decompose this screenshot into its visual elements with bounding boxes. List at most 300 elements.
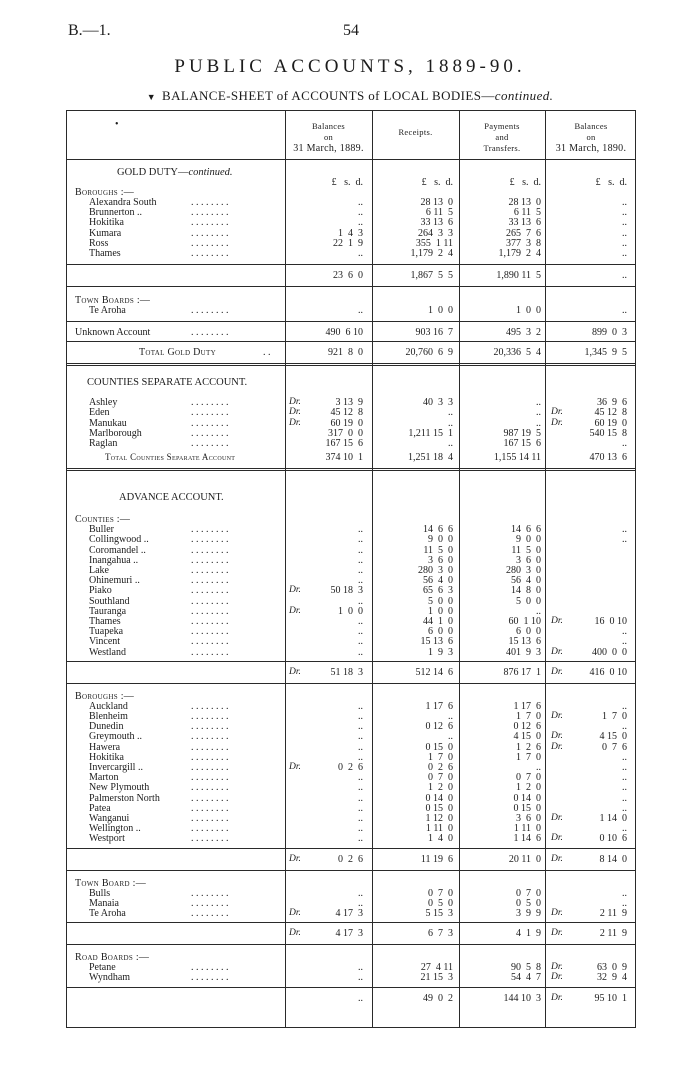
currency-units-header: £ s. d. bbox=[509, 177, 541, 188]
gold-borough-row-name: Hokitika bbox=[89, 217, 124, 229]
advance-town-row-name: Bulls bbox=[89, 887, 111, 899]
unknown-account-row-payments: 495 3 2 bbox=[506, 327, 541, 339]
gold-borough-row-receipts: 28 13 0 bbox=[420, 197, 453, 208]
advance-county-row-receipts: 15 13 6 bbox=[420, 636, 453, 648]
advance-road-row-payments: 54 4 7 bbox=[511, 972, 541, 984]
advance-borough-row-payments: 0 12 6 bbox=[513, 721, 541, 733]
advance-town-row-balance-1890: .. bbox=[622, 887, 627, 899]
advance-road-total-receipts: 49 0 2 bbox=[423, 992, 453, 1004]
arrow-icon: ▼ bbox=[146, 92, 156, 102]
advance-borough-row-balance-1890: .. bbox=[622, 700, 627, 712]
county-separate-row-payments: 167 15 6 bbox=[503, 438, 541, 449]
advance-county-row-name: Inangahua .. bbox=[89, 554, 139, 566]
advance-county-row-receipts: 6 0 0 bbox=[428, 626, 453, 638]
advance-borough-row-receipts: 0 14 0 bbox=[425, 792, 453, 804]
advance-county-row-receipts: 5 0 0 bbox=[428, 595, 453, 607]
county-separate-row-receipts: .. bbox=[448, 417, 453, 429]
gold-borough-row-balance-1889: .. bbox=[358, 207, 363, 219]
advance-county-row-balance-1889: .. bbox=[358, 616, 363, 627]
advance-county-row-payments: 11 5 0 bbox=[511, 544, 541, 556]
gold-borough-row-balance-1889: 22 1 9 bbox=[333, 237, 363, 249]
county-separate-row-debit-1889: Dr. bbox=[289, 417, 301, 428]
advance-borough-row-balance-1889: .. bbox=[358, 833, 363, 845]
balance-sheet-table bbox=[66, 110, 636, 1028]
dot-leader: . . . . . . . . bbox=[191, 237, 229, 249]
dot-leader: . . . . . . . . bbox=[191, 217, 229, 229]
county-separate-row-receipts: 40 3 3 bbox=[423, 397, 453, 409]
advance-borough-row-name: Marton bbox=[89, 772, 119, 784]
advance-county-row-name: Tuapeka bbox=[89, 626, 124, 638]
advance-borough-row-balance-1889: .. bbox=[358, 751, 363, 763]
group-heading-boroughs: Boroughs :— bbox=[75, 187, 135, 198]
advance-county-row-payments: 56 4 0 bbox=[511, 575, 541, 587]
advance-county-row-name: Lake bbox=[89, 565, 109, 576]
total-gold-duty-payments: 20,336 5 4 bbox=[493, 347, 541, 359]
advance-county-row-balance-1889: .. bbox=[358, 646, 363, 658]
advance-county-row-balance-1890: .. bbox=[622, 626, 627, 638]
dot-leader: . . . . . . . . bbox=[191, 762, 229, 773]
advance-town-row-debit-1889: Dr. bbox=[289, 908, 301, 918]
advance-borough-row-payments: 1 7 0 bbox=[516, 751, 541, 763]
dot-leader: . . . . . . . . bbox=[191, 802, 229, 814]
advance-county-row-name: Ohinemuri .. bbox=[89, 575, 140, 587]
total-gold-duty-receipts: 20,760 6 9 bbox=[405, 347, 453, 359]
advance-borough-row-balance-1890: .. bbox=[622, 762, 627, 773]
dot-leader: . . . . . . . . bbox=[191, 575, 229, 587]
advance-borough-row-balance-1890: 0 7 6 bbox=[602, 741, 627, 753]
dot-leader: . . . . . . . . bbox=[191, 407, 229, 419]
advance-county-row-receipts: 280 3 0 bbox=[418, 565, 453, 576]
advance-town-total-debit-1889: Dr. bbox=[289, 928, 301, 939]
gold-borough-row-balance-1889: .. bbox=[358, 248, 363, 259]
advance-borough-row-payments: 1 2 6 bbox=[516, 741, 541, 753]
advance-borough-row-balance-1890: .. bbox=[622, 772, 627, 784]
advance-county-row-name: Buller bbox=[89, 524, 114, 536]
gold-borough-row-payments: 33 13 6 bbox=[508, 217, 541, 229]
county-separate-row-name: Marlborough bbox=[89, 427, 142, 439]
gold-borough-row-balance-1890: .. bbox=[622, 197, 627, 208]
advance-county-row-balance-1889: .. bbox=[358, 565, 363, 576]
advance-county-row-receipts: 44 1 0 bbox=[423, 616, 453, 627]
column-divider bbox=[459, 111, 460, 1027]
advance-county-row-payments: 3 6 0 bbox=[516, 554, 541, 566]
county-separate-row-balance-1890: 540 15 8 bbox=[589, 427, 627, 439]
advance-borough-row-receipts: 0 7 0 bbox=[428, 772, 453, 784]
dot-leader: . . . . . . . . bbox=[191, 524, 229, 536]
advance-borough-row-receipts: 0 12 6 bbox=[425, 721, 453, 733]
gold-borough-row-payments: 377 3 8 bbox=[506, 237, 541, 249]
county-separate-row-balance-1889: 45 12 8 bbox=[330, 407, 363, 419]
page-subtitle bbox=[0, 88, 700, 104]
advance-borough-row-name: Palmerston North bbox=[89, 792, 160, 804]
advance-county-row-debit-1889: Dr. bbox=[289, 605, 301, 616]
advance-road-row-balance-1889: .. bbox=[358, 972, 363, 984]
advance-borough-row-receipts: 1 7 0 bbox=[428, 751, 453, 763]
dot-leader: . . . . . . . . bbox=[191, 646, 229, 658]
advance-borough-row-name: Hawera bbox=[89, 741, 121, 753]
advance-county-row-balance-1889: .. bbox=[358, 554, 363, 566]
advance-boroughs-total-debit-1889: Dr. bbox=[289, 853, 301, 864]
dot-leader: . . . . . . . . bbox=[191, 227, 229, 239]
advance-town-row-balance-1890: 2 11 9 bbox=[599, 908, 627, 919]
subtotal-rule bbox=[67, 987, 635, 988]
advance-town-total-receipts: 6 7 3 bbox=[428, 928, 453, 940]
advance-borough-row-balance-1890: .. bbox=[622, 823, 627, 835]
gold-borough-row-name: Alexandra South bbox=[89, 197, 157, 208]
advance-county-row-name: Coromandel .. bbox=[89, 544, 146, 556]
county-separate-row-receipts: 1,211 15 1 bbox=[408, 427, 453, 439]
advance-borough-row-receipts: 1 11 0 bbox=[425, 823, 453, 835]
advance-borough-row-payments: 0 7 0 bbox=[516, 772, 541, 784]
advance-road-total-payments: 144 10 3 bbox=[503, 992, 541, 1004]
dot-leader: . . . . . . . . bbox=[191, 972, 229, 984]
gold-town-row-name: Te Aroha bbox=[89, 305, 126, 317]
advance-town-row-receipts: 0 7 0 bbox=[428, 887, 453, 899]
advance-county-row-payments: 6 0 0 bbox=[516, 626, 541, 638]
advance-town-row-payments: 0 5 0 bbox=[516, 897, 541, 909]
unknown-account-row-receipts: 903 16 7 bbox=[415, 327, 453, 339]
advance-counties-total-payments: 876 17 1 bbox=[503, 666, 541, 678]
advance-county-row-name: Vincent bbox=[89, 636, 121, 648]
county-separate-row-receipts: .. bbox=[448, 407, 453, 419]
section-rule bbox=[67, 944, 635, 945]
gold-borough-row-receipts: 33 13 6 bbox=[420, 217, 453, 229]
advance-road-row-receipts: 27 4 11 bbox=[420, 962, 453, 974]
advance-borough-row-name: Westport bbox=[89, 833, 125, 845]
advance-road-total-debit-1890: Dr. bbox=[551, 992, 563, 1003]
dot-leader: . . . . . . . . bbox=[191, 813, 229, 824]
county-separate-row-payments: .. bbox=[536, 417, 541, 429]
advance-borough-row-balance-1890: .. bbox=[622, 792, 627, 804]
advance-borough-row-name: Dunedin bbox=[89, 721, 124, 733]
county-separate-row-balance-1890: 36 9 6 bbox=[597, 397, 627, 409]
advance-borough-row-payments: 0 15 0 bbox=[513, 802, 541, 814]
advance-county-row-payments: 9 0 0 bbox=[516, 534, 541, 546]
gold-town-row-payments: 1 0 0 bbox=[516, 305, 541, 317]
advance-county-row-receipts: 14 6 6 bbox=[423, 524, 453, 536]
group-heading-town-board: Town Board :— bbox=[75, 877, 147, 889]
advance-county-row-receipts: 1 0 0 bbox=[428, 605, 453, 617]
subtitle-main: BALANCE-SHEET of ACCOUNTS of LOCAL BODIES— bbox=[162, 88, 495, 103]
dot-leader: . . . . . . . . bbox=[191, 887, 229, 899]
advance-borough-row-payments: 1 14 6 bbox=[513, 833, 541, 845]
county-separate-row-payments: .. bbox=[536, 397, 541, 409]
dot-leader: . . . . . . . . bbox=[191, 417, 229, 429]
advance-road-row-balance-1889: .. bbox=[358, 962, 363, 974]
section-rule bbox=[67, 870, 635, 871]
column-header-payments: Payments and Transfers. bbox=[483, 121, 521, 153]
advance-counties-total-debit-1889: Dr. bbox=[289, 666, 301, 677]
dot-leader: . . . . . . . . bbox=[191, 595, 229, 607]
advance-borough-row-balance-1890: 1 7 0 bbox=[602, 711, 627, 722]
section-rule-double bbox=[67, 363, 635, 364]
gold-town-row-balance-1890: .. bbox=[622, 305, 627, 317]
dot-leader: . . . . . . . . bbox=[191, 197, 229, 208]
dot-leader: . . . . . . . . bbox=[191, 833, 229, 845]
gold-borough-row-payments: 6 11 5 bbox=[513, 207, 541, 219]
advance-borough-row-balance-1889: .. bbox=[358, 711, 363, 722]
advance-counties-total-balance-1889: 51 18 3 bbox=[330, 666, 363, 678]
county-separate-row-name: Manukau bbox=[89, 417, 127, 429]
gold-borough-row-balance-1889: .. bbox=[358, 217, 363, 229]
advance-borough-row-balance-1889: .. bbox=[358, 772, 363, 784]
dot-leader: . . . . . . . . bbox=[191, 711, 229, 722]
advance-road-row-debit-1890: Dr. bbox=[551, 972, 563, 983]
dot-leader: . . . . . . . . bbox=[191, 823, 229, 835]
subtitle-continued: continued. bbox=[494, 88, 554, 103]
total-counties-separate-payments: 1,155 14 11 bbox=[493, 452, 541, 464]
gold-borough-row-payments: 28 13 0 bbox=[508, 197, 541, 208]
page-number: 54 bbox=[343, 22, 359, 39]
currency-units-header: £ s. d. bbox=[595, 177, 627, 188]
column-divider bbox=[285, 111, 286, 1027]
advance-county-row-name: Collingwood .. bbox=[89, 534, 149, 546]
advance-borough-row-name: Invercargill .. bbox=[89, 762, 143, 773]
advance-borough-row-balance-1889: .. bbox=[358, 782, 363, 794]
currency-units-header: £ s. d. bbox=[331, 177, 363, 188]
county-separate-row-balance-1889: 317 0 0 bbox=[328, 427, 363, 439]
county-separate-row-balance-1890: .. bbox=[622, 438, 627, 449]
advance-county-row-payments: 14 8 0 bbox=[511, 585, 541, 597]
column-divider bbox=[372, 111, 373, 1027]
advance-county-row-balance-1889: 1 0 0 bbox=[338, 605, 363, 617]
advance-borough-row-balance-1889: .. bbox=[358, 741, 363, 753]
gold-borough-row-name: Thames bbox=[89, 248, 121, 259]
county-separate-row-debit-1889: Dr. bbox=[289, 407, 301, 418]
advance-borough-row-payments: 1 7 0 bbox=[516, 711, 541, 722]
advance-borough-row-balance-1889: .. bbox=[358, 792, 363, 804]
advance-town-row-receipts: 0 5 0 bbox=[428, 897, 453, 909]
advance-borough-row-balance-1890: .. bbox=[622, 751, 627, 763]
advance-borough-row-name: Wellington .. bbox=[89, 823, 141, 835]
advance-road-row-debit-1890: Dr. bbox=[551, 962, 563, 973]
advance-town-row-balance-1889: 4 17 3 bbox=[335, 908, 363, 919]
advance-borough-row-payments: 4 15 0 bbox=[513, 731, 541, 743]
gold-borough-row-balance-1889: .. bbox=[358, 197, 363, 208]
advance-county-row-receipts: 3 6 0 bbox=[428, 554, 453, 566]
county-separate-row-name: Eden bbox=[89, 407, 110, 419]
dot-leader: . . . . . . . . bbox=[191, 751, 229, 763]
advance-counties-total-balance-1890: 416 0 10 bbox=[589, 666, 627, 678]
advance-borough-row-balance-1890: 4 15 0 bbox=[599, 731, 627, 743]
advance-county-row-receipts: 65 6 3 bbox=[423, 585, 453, 597]
advance-county-row-receipts: 11 5 0 bbox=[423, 544, 453, 556]
advance-borough-row-balance-1890: .. bbox=[622, 721, 627, 733]
advance-borough-row-name: Hokitika bbox=[89, 751, 124, 763]
gold-borough-row-balance-1890: .. bbox=[622, 248, 627, 259]
advance-county-row-balance-1889: .. bbox=[358, 626, 363, 638]
gold-borough-row-payments: 265 7 6 bbox=[506, 227, 541, 239]
gold-borough-row-payments: 1,179 2 4 bbox=[498, 248, 541, 259]
section-rule-double bbox=[67, 365, 635, 366]
county-separate-row-debit-1890: Dr. bbox=[551, 417, 563, 428]
dot-leader: . . . . . . . . bbox=[191, 908, 229, 919]
dot-leader: . . . . . . . . bbox=[191, 585, 229, 597]
dot-leader: . . . . . . . . bbox=[191, 772, 229, 784]
unknown-account-row-name: Unknown Account bbox=[75, 327, 151, 339]
advance-county-row-balance-1890: .. bbox=[622, 524, 627, 536]
county-separate-row-payments: 987 19 5 bbox=[503, 427, 541, 439]
dot-leader: . . . . . . . . bbox=[191, 741, 229, 753]
dot-leader: . . . . . . . . bbox=[191, 731, 229, 743]
advance-county-row-balance-1889: .. bbox=[358, 636, 363, 648]
total-counties-separate-receipts: 1,251 18 4 bbox=[408, 452, 453, 464]
column-divider bbox=[545, 111, 546, 1027]
section-title-counties-separate: COUNTIES SEPARATE ACCOUNT. bbox=[87, 377, 248, 389]
dot-leader: . . bbox=[263, 347, 271, 359]
group-heading-town-boards: Town Boards :— bbox=[75, 295, 151, 307]
gold-boroughs-total-payments: 1,890 11 5 bbox=[496, 270, 541, 282]
total-gold-duty-label: Total Gold Duty bbox=[139, 347, 216, 359]
currency-units-header: £ s. d. bbox=[421, 177, 453, 188]
county-separate-row-name: Raglan bbox=[89, 438, 118, 449]
advance-county-row-payments: 280 3 0 bbox=[506, 565, 541, 576]
advance-town-row-receipts: 5 15 3 bbox=[425, 908, 453, 919]
section-rule bbox=[67, 683, 635, 684]
advance-boroughs-total-payments: 20 11 0 bbox=[508, 853, 541, 865]
section-rule bbox=[67, 321, 635, 322]
dot-leader: . . . . . . . . bbox=[191, 792, 229, 804]
advance-borough-row-balance-1889: .. bbox=[358, 731, 363, 743]
advance-town-row-payments: 0 7 0 bbox=[516, 887, 541, 899]
advance-borough-row-payments: .. bbox=[536, 762, 541, 773]
group-heading-boroughs: Boroughs :— bbox=[75, 690, 135, 702]
unknown-account-row-balance-1890: 899 0 3 bbox=[592, 327, 627, 339]
advance-borough-row-balance-1889: .. bbox=[358, 823, 363, 835]
header-rule bbox=[67, 159, 635, 160]
column-header-balances-1889: Balances on 31 March, 1889. bbox=[293, 121, 364, 154]
advance-borough-row-name: New Plymouth bbox=[89, 782, 150, 794]
dot-leader: . . . . . . . . bbox=[191, 962, 229, 974]
gold-borough-row-name: Ross bbox=[89, 237, 109, 249]
advance-borough-row-payments: 1 11 0 bbox=[513, 823, 541, 835]
total-counties-separate-balance-1889: 374 10 1 bbox=[325, 452, 363, 464]
advance-borough-row-debit-1890: Dr. bbox=[551, 741, 563, 752]
advance-county-row-payments: .. bbox=[536, 605, 541, 617]
dot-leader: . . . . . . . . bbox=[191, 782, 229, 794]
county-separate-row-balance-1889: 3 13 9 bbox=[335, 397, 363, 409]
advance-county-row-debit-1890: Dr. bbox=[551, 616, 563, 626]
dot-leader: . . . . . . . . bbox=[191, 554, 229, 566]
advance-borough-row-receipts: 1 17 6 bbox=[425, 700, 453, 712]
advance-county-row-balance-1889: .. bbox=[358, 575, 363, 587]
advance-borough-row-receipts: .. bbox=[448, 731, 453, 743]
advance-borough-row-name: Wanganui bbox=[89, 813, 130, 824]
subtotal-rule bbox=[67, 264, 635, 265]
advance-town-row-balance-1889: .. bbox=[358, 897, 363, 909]
advance-borough-row-debit-1890: Dr. bbox=[551, 731, 563, 742]
gold-boroughs-total-balance-1889: 23 6 0 bbox=[333, 270, 363, 282]
advance-county-row-payments: 401 9 3 bbox=[506, 646, 541, 658]
advance-borough-row-name: Greymouth .. bbox=[89, 731, 143, 743]
advance-county-row-debit-1889: Dr. bbox=[289, 585, 301, 596]
advance-borough-row-receipts: 0 15 0 bbox=[425, 802, 453, 814]
advance-borough-row-debit-1890: Dr. bbox=[551, 711, 563, 721]
section-rule-double bbox=[67, 470, 635, 471]
section-title-gold-duty: GOLD DUTY—continued. bbox=[117, 167, 233, 178]
advance-borough-row-receipts: 1 12 0 bbox=[425, 813, 453, 824]
section-rule bbox=[67, 286, 635, 287]
county-separate-row-payments: .. bbox=[536, 407, 541, 419]
advance-borough-row-payments: 1 17 6 bbox=[513, 700, 541, 712]
advance-borough-row-receipts: .. bbox=[448, 711, 453, 722]
advance-county-row-balance-1890: 400 0 0 bbox=[592, 646, 627, 658]
dot-leader: . . . . . . . . bbox=[191, 544, 229, 556]
advance-county-row-balance-1889: .. bbox=[358, 534, 363, 546]
page-header-reference: B.—1. bbox=[68, 22, 111, 39]
advance-town-total-balance-1889: 4 17 3 bbox=[335, 928, 363, 940]
county-separate-row-balance-1889: 167 15 6 bbox=[325, 438, 363, 449]
advance-road-total-balance-1889: .. bbox=[358, 992, 363, 1004]
advance-boroughs-total-balance-1889: 0 2 6 bbox=[338, 853, 363, 865]
gold-borough-row-balance-1890: .. bbox=[622, 237, 627, 249]
advance-county-row-balance-1889: .. bbox=[358, 544, 363, 556]
advance-borough-row-payments: 1 2 0 bbox=[516, 782, 541, 794]
advance-borough-row-balance-1889: 0 2 6 bbox=[338, 762, 363, 773]
section-rule bbox=[67, 341, 635, 342]
dot-leader: . . . . . . . . bbox=[191, 636, 229, 648]
section-title-advance: ADVANCE ACCOUNT. bbox=[119, 492, 224, 504]
advance-borough-row-balance-1889: .. bbox=[358, 721, 363, 733]
advance-borough-row-balance-1889: .. bbox=[358, 813, 363, 824]
dot-leader: . . . . . . . . bbox=[191, 700, 229, 712]
advance-county-row-balance-1890: .. bbox=[622, 636, 627, 648]
gold-borough-row-balance-1890: .. bbox=[622, 207, 627, 219]
advance-county-row-balance-1889: .. bbox=[358, 524, 363, 536]
county-separate-row-receipts: .. bbox=[448, 438, 453, 449]
advance-road-total-balance-1890: 95 10 1 bbox=[594, 992, 627, 1004]
gold-boroughs-total-receipts: 1,867 5 5 bbox=[410, 270, 453, 282]
advance-boroughs-total-debit-1890: Dr. bbox=[551, 853, 563, 864]
advance-county-row-name: Southland bbox=[89, 595, 130, 607]
gold-borough-row-name: Kumara bbox=[89, 227, 122, 239]
advance-county-row-payments: 14 6 6 bbox=[511, 524, 541, 536]
gold-borough-row-receipts: 6 11 5 bbox=[425, 207, 453, 219]
dot-leader: . . . . . . . . bbox=[191, 207, 229, 219]
dot-leader: . . . . . . . . bbox=[191, 565, 229, 576]
advance-road-row-balance-1890: 32 9 4 bbox=[597, 972, 627, 984]
dot-leader: . . . . . . . . bbox=[191, 534, 229, 546]
advance-town-total-debit-1890: Dr. bbox=[551, 928, 563, 939]
advance-county-row-name: Tauranga bbox=[89, 605, 127, 617]
advance-road-row-receipts: 21 15 3 bbox=[420, 972, 453, 984]
dot-leader: . . . . . . . . bbox=[191, 626, 229, 638]
section-rule-double bbox=[67, 468, 635, 469]
advance-town-row-payments: 3 9 9 bbox=[516, 908, 541, 919]
total-gold-duty-balance-1889: 921 8 0 bbox=[328, 347, 363, 359]
advance-town-row-balance-1890: .. bbox=[622, 897, 627, 909]
total-counties-separate-balance-1890: 470 13 6 bbox=[589, 452, 627, 464]
gold-borough-row-balance-1890: .. bbox=[622, 217, 627, 229]
advance-borough-row-name: Blenheim bbox=[89, 711, 128, 722]
advance-road-row-payments: 90 5 8 bbox=[511, 962, 541, 974]
subtotal-rule bbox=[67, 922, 635, 923]
dot-leader: . . . . . . . . bbox=[191, 305, 229, 317]
gold-borough-row-receipts: 355 1 11 bbox=[415, 237, 453, 249]
advance-borough-row-balance-1890: .. bbox=[622, 802, 627, 814]
total-counties-separate-label: Total Counties Separate Account bbox=[105, 452, 236, 463]
advance-county-row-payments: 60 1 10 bbox=[508, 616, 541, 627]
advance-borough-row-receipts: 1 2 0 bbox=[428, 782, 453, 794]
advance-borough-row-receipts: 0 2 6 bbox=[428, 762, 453, 773]
advance-borough-row-balance-1890: .. bbox=[622, 782, 627, 794]
advance-borough-row-debit-1890: Dr. bbox=[551, 833, 563, 844]
advance-county-row-payments: 5 0 0 bbox=[516, 595, 541, 607]
advance-road-row-name: Petane bbox=[89, 962, 116, 974]
advance-county-row-receipts: 9 0 0 bbox=[428, 534, 453, 546]
dot-leader: . . . . . . . . bbox=[191, 721, 229, 733]
advance-town-total-balance-1890: 2 11 9 bbox=[599, 928, 627, 940]
